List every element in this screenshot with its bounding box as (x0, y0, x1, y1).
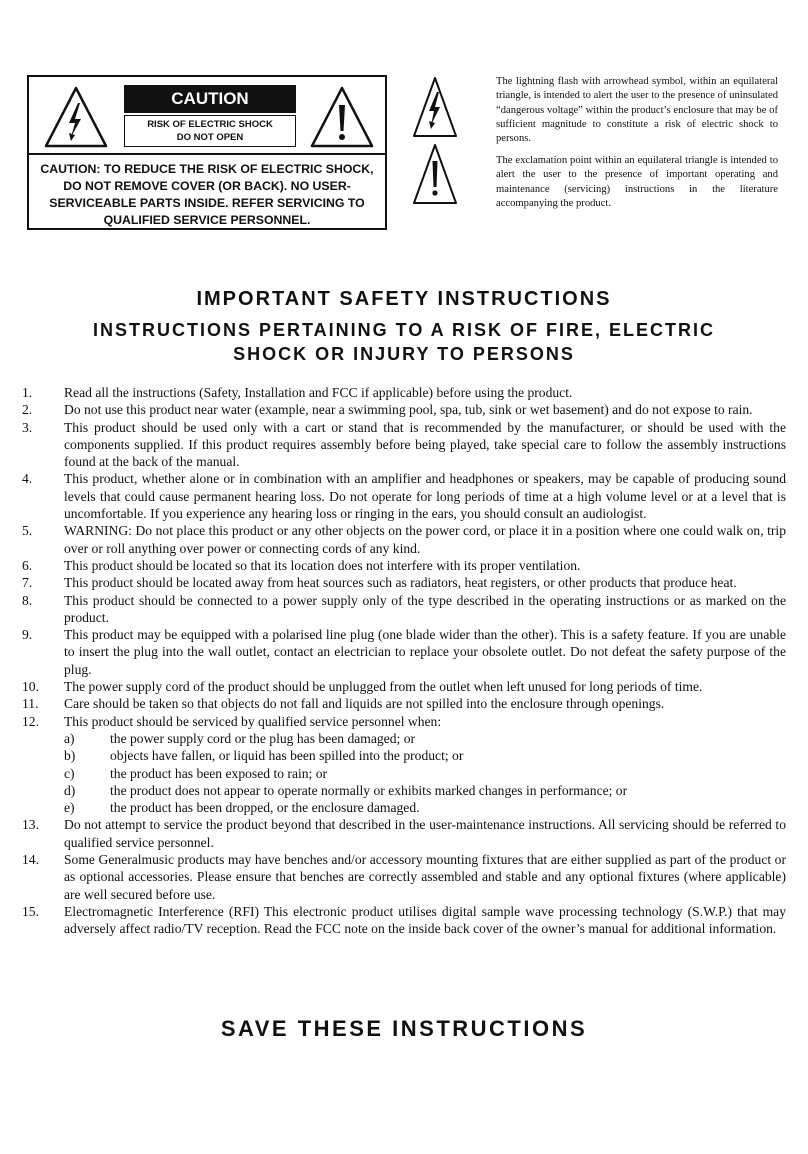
item-number: 7. (22, 575, 33, 591)
sub-item-text: the product does not appear to operate normally or exhibits marked changes in performance; or (110, 782, 628, 798)
item-number: 9. (22, 627, 33, 643)
item-number: 12. (22, 713, 39, 729)
item-number: 2. (22, 402, 33, 418)
lightning-warning-icon (43, 85, 109, 149)
sub-item-letter: e) (64, 800, 75, 816)
sub-item-text: objects have fallen, or liquid has been spilled into the product; or (110, 748, 464, 764)
sub-item-letter: c) (64, 765, 75, 781)
item-number: 10. (22, 679, 39, 695)
item-number: 5. (22, 523, 33, 539)
sub-list-item (64, 747, 786, 764)
sub-heading (0, 318, 808, 366)
exclamation-warning-icon (309, 85, 375, 149)
item-text: This product may be equipped with a polarised line plug (one blade wider than the other). This is a safety feature. If you are unable to insert the plug into the wall outlet, contact an electrician to replace your obsolete outlet. Do not defeat the safety purpose of the plug. (64, 627, 786, 677)
caution-header (29, 77, 385, 153)
item-number: 15. (22, 903, 39, 919)
item-text: Electromagnetic Interference (RFI) This electronic product utilises digital sample wave processing technology (S.W.P.) that may adversely affect radio/TV reception. Read the FCC note on the inside back cover of the owner’s manual for additional information. (64, 903, 786, 937)
item-text: Care should be taken so that objects do not fall and liquids are not spilled into the enclosure through openings. (64, 696, 665, 712)
caution-sub-line1: RISK OF ELECTRIC SHOCK (147, 119, 273, 130)
sub-item-letter: a) (64, 730, 75, 746)
list-item (22, 574, 786, 591)
list-item (22, 816, 786, 851)
item-text: This product should be located away from heat sources such as radiators, heat registers, or other products that produce heat. (64, 575, 737, 591)
item-text: This product should be located so that its location does not interfere with its proper ventilation. (64, 557, 581, 573)
caution-divider (29, 153, 385, 155)
list-item (22, 626, 786, 678)
lightning-symbol-text: The lightning flash with arrowhead symbol, within an equilateral triangle, is intended to alert the user to the presence of uninsulated “dangerous voltage” within the product’s enclosure that may be of sufficient magnitude to constitute a risk of electric shock to persons. (496, 76, 778, 145)
list-item (22, 592, 786, 627)
item-text: The power supply cord of the product should be unplugged from the outlet when left unused for long periods of time. (64, 679, 703, 695)
caution-text: CAUTION: TO REDUCE THE RISK OF ELECTRIC SHOCK, DO NOT REMOVE COVER (OR BACK). NO USER-SERVICEABLE PARTS INSIDE. REFER SERVICING TO QUALIFIED SERVICE PERSONNEL. (40, 162, 374, 227)
caution-box (27, 75, 387, 230)
item-text: This product should be used only with a cart or stand that is recommended by the manufacturer, or should be used with the components supplied. If this product requires assembly before being played, take special care to follow the assembly instructions found at the back of the manual. (64, 419, 786, 470)
item-number: 6. (22, 557, 33, 573)
sub-list-item (64, 782, 786, 799)
instructions-list (22, 384, 786, 938)
sub-item-letter: d) (64, 782, 76, 798)
item-number: 3. (22, 419, 33, 435)
sub-item-text: the power supply cord or the plug has been damaged; or (110, 730, 416, 746)
main-heading: IMPORTANT SAFETY INSTRUCTIONS (196, 288, 612, 310)
item-number: 1. (22, 385, 33, 400)
exclamation-symbol-icon (412, 143, 458, 205)
caution-shock-notice (124, 115, 296, 147)
sub-item-text: the product has been dropped, or the enclosure damaged. (110, 800, 420, 816)
caution-sub-line2: DO NOT OPEN (176, 132, 244, 143)
list-item (22, 470, 786, 522)
list-item (22, 522, 786, 557)
list-item (22, 851, 786, 903)
item-text: Read all the instructions (Safety, Installation and FCC if applicable) before using the product. (64, 385, 573, 400)
item-number: 8. (22, 592, 33, 608)
sub-list-item (64, 730, 786, 747)
sub-list-item (64, 799, 786, 816)
item-text: Some Generalmusic products may have benches and/or accessory mounting fixtures that are either supplied as part of the product or as optional accessories. Please ensure that benches are correctly assembled and stable and any optional fixtures (where applicable) are well secured before use. (64, 852, 786, 902)
item-number: 4. (22, 471, 33, 487)
item-text: Do not use this product near water (example, near a swimming pool, spa, tub, sink or wet basement) and do not expose to rain. (64, 402, 753, 418)
sub-heading-line2: SHOCK OR INJURY TO PERSONS (233, 344, 575, 364)
exclamation-symbol-text: The exclamation point within an equilateral triangle is intended to alert the user to the presence of important operating and maintenance (servicing) instructions in the literature accompanying the product. (496, 155, 778, 209)
caution-label: CAUTION (124, 85, 296, 113)
item-number: 11. (22, 696, 39, 712)
sub-list-item (64, 765, 786, 782)
list-item (22, 713, 786, 730)
sub-list (22, 730, 786, 816)
item-text: This product should be serviced by qualified service personnel when: (64, 713, 442, 729)
item-number: 13. (22, 817, 39, 833)
lightning-symbol-icon (412, 76, 458, 138)
sub-heading-line1: INSTRUCTIONS PERTAINING TO A RISK OF FIRE, ELECTRIC (92, 320, 715, 340)
list-item (22, 678, 786, 695)
item-text: WARNING: Do not place this product or any other objects on the power cord, or place it in a position where one could walk on, trip over or roll anything over power or connecting cords of any kind. (64, 523, 786, 556)
list-item (22, 384, 786, 401)
list-item (22, 401, 786, 418)
save-instructions-heading: SAVE THESE INSTRUCTIONS (220, 1016, 588, 1041)
item-text: This product should be connected to a power supply only of the type described in the operating instructions or as marked on the product. (64, 592, 786, 625)
item-text: This product, whether alone or in combination with an amplifier and headphones or speakers, may be capable of producing sound levels that could cause permanent hearing loss. Do not operate for long periods of time at a high volume level or at a level that is uncomfortable. If you experience any hearing loss or ringing in the ears, you should consult an audiologist. (64, 471, 786, 522)
sub-item-letter: b) (64, 748, 76, 764)
item-text: Do not attempt to service the product beyond that described in the user-maintenance instructions. All servicing should be referred to qualified service personnel. (64, 817, 786, 850)
list-item (22, 419, 786, 471)
list-item (22, 695, 786, 712)
list-item (22, 557, 786, 574)
sub-item-text: the product has been exposed to rain; or (110, 765, 328, 781)
list-item (22, 903, 786, 938)
item-number: 14. (22, 852, 39, 868)
